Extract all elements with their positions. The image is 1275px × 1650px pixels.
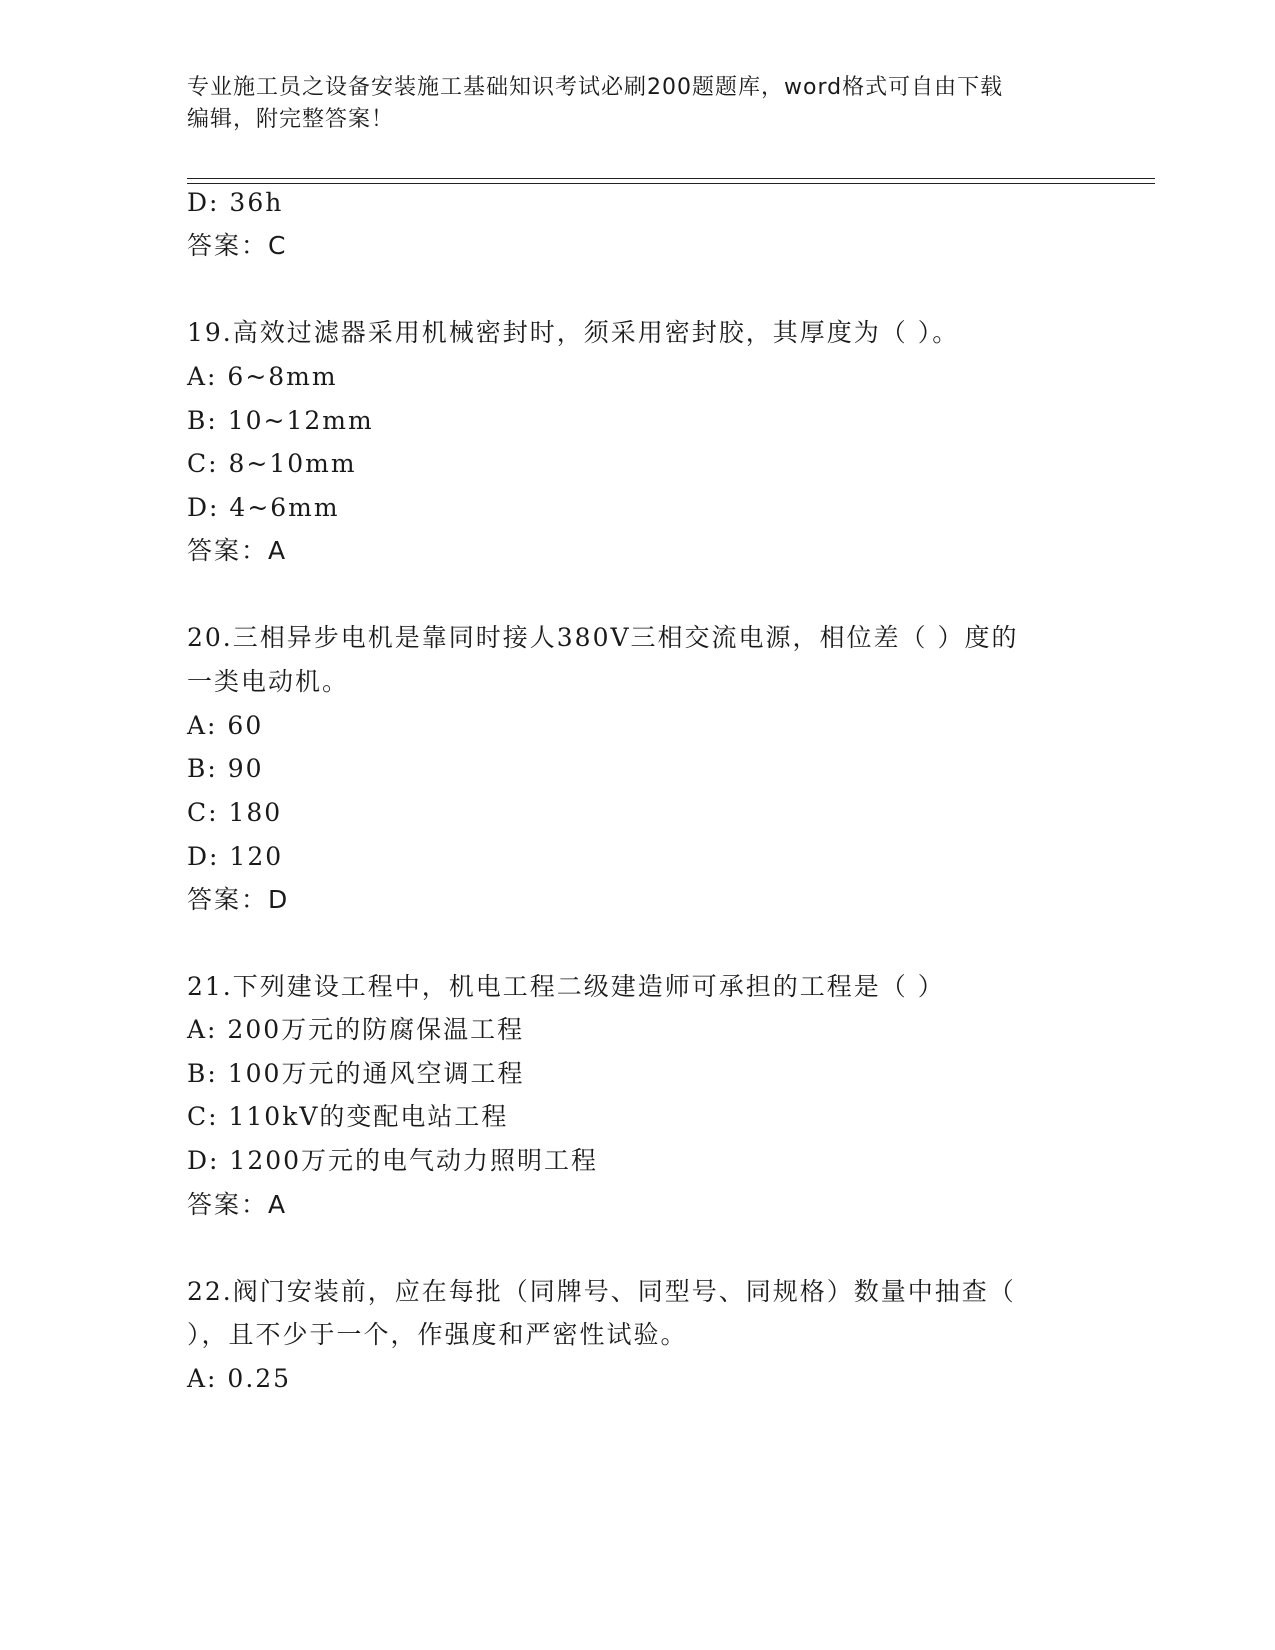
q20-option-a: A: 60 <box>187 711 264 740</box>
q21-stem: 21.下列建设工程中，机电工程二级建造师可承担的工程是（ ） <box>187 972 945 1001</box>
q19-option-d: D: 4~6mm <box>187 493 340 522</box>
q22-stem-line-1: 22.阀门安装前，应在每批（同牌号、同型号、同规格）数量中抽查（ <box>187 1277 1016 1306</box>
q21-option-b: B: 100万元的通风空调工程 <box>187 1059 525 1088</box>
q22-option-a: A: 0.25 <box>187 1364 292 1393</box>
q20-option-d: D: 120 <box>187 842 284 871</box>
q21-option-a: A: 200万元的防腐保温工程 <box>187 1015 525 1044</box>
header-line-2: 编辑，附完整答案！ <box>187 107 395 132</box>
header-divider-top <box>187 178 1155 179</box>
prev-answer: 答案：C <box>187 231 288 260</box>
q19-answer: 答案：A <box>187 536 288 565</box>
q20-answer: 答案：D <box>187 885 290 914</box>
q20-stem-line-1: 20.三相异步电机是靠同时接人380V三相交流电源，相位差（ ）度的 <box>187 623 1019 652</box>
q19-option-a: A: 6~8mm <box>187 362 338 391</box>
q21-option-c: C: 110kV的变配电站工程 <box>187 1102 509 1131</box>
prev-option-d: D: 36h <box>187 188 284 217</box>
q21-answer: 答案：A <box>187 1190 288 1219</box>
q22-stem-line-2: ），且不少于一个，作强度和严密性试验。 <box>187 1320 688 1349</box>
q20-option-c: C: 180 <box>187 798 283 827</box>
q19-option-c: C: 8~10mm <box>187 449 357 478</box>
header-line-1: 专业施工员之设备安装施工基础知识考试必刷200题题库，word格式可自由下载 <box>187 75 1004 100</box>
q19-stem: 19.高效过滤器采用机械密封时，须采用密封胶，其厚度为（ ）。 <box>187 318 960 347</box>
q20-option-b: B: 90 <box>187 754 264 783</box>
q20-stem-line-2: 一类电动机。 <box>187 667 350 696</box>
header-divider-bottom <box>187 183 1155 184</box>
document-header <box>187 72 1067 136</box>
q19-option-b: B: 10~12mm <box>187 406 374 435</box>
q21-option-d: D: 1200万元的电气动力照明工程 <box>187 1146 599 1175</box>
